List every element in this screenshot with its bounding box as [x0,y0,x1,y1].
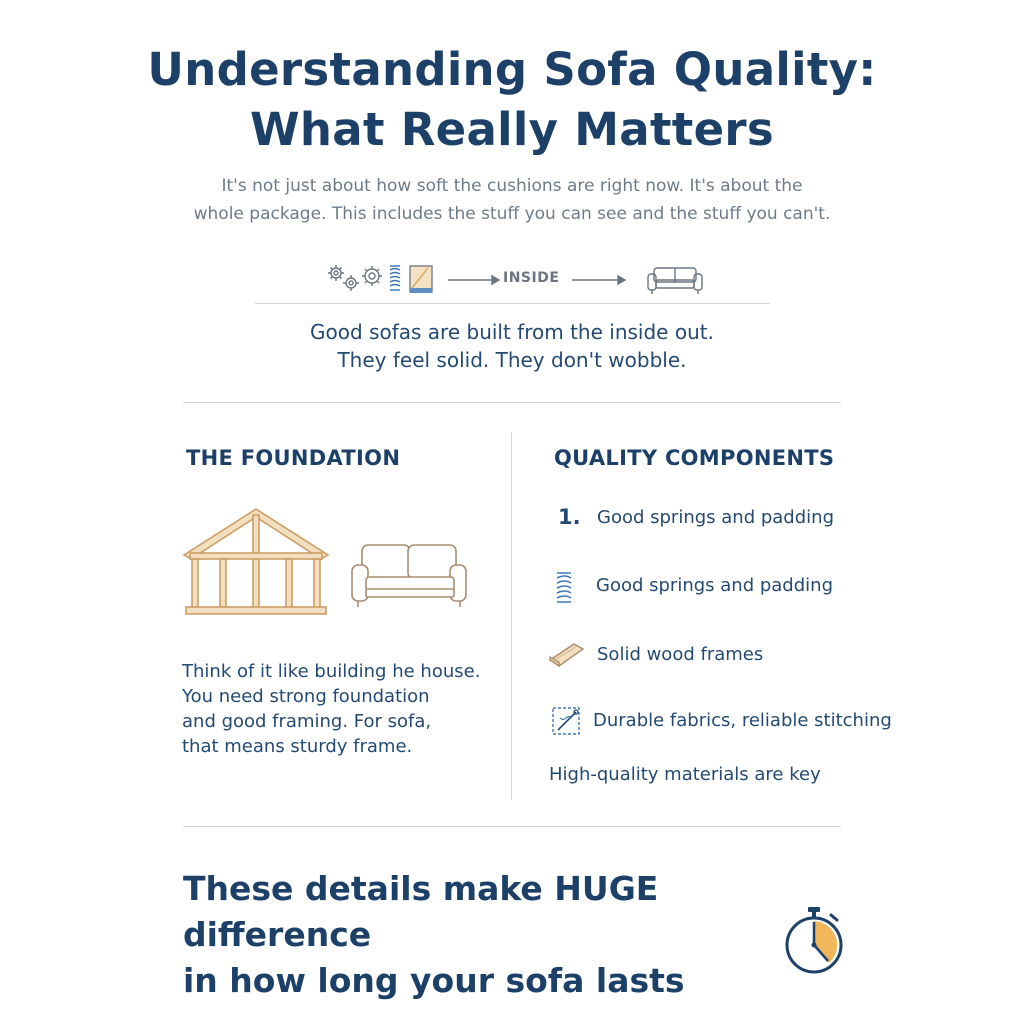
sofa-outline-icon [648,268,702,294]
tagline-line-2: They feel solid. They don't wobble. [337,348,687,372]
flow-divider [255,303,770,304]
fabric-swatch-icon [410,266,432,293]
intro-line-1: It's not just about how soft the cushions are right now. It's about the [221,176,803,196]
section-divider-bottom [183,826,841,827]
wood-plank-icon [548,640,586,670]
spring-icon [390,266,400,290]
stopwatch-icon [781,905,847,977]
stitching-icon [550,704,584,738]
closing-line-1: These details make HUGE difference [183,869,659,954]
foundation-heading: THE FOUNDATION [186,446,401,470]
gears-icon [328,265,382,291]
spring-icon [553,570,577,604]
closing-line-2: in how long your sofa lasts [183,961,685,1000]
components-footer: High-quality materials are key [549,764,821,785]
page-title [0,40,1024,160]
column-divider [511,432,512,800]
inside-label: INSIDE [503,270,560,286]
components-heading: QUALITY COMPONENTS [554,446,835,470]
component-label-2: Good springs and padding [596,575,833,596]
component-label-1: Good springs and padding [597,507,834,528]
title-line-1: Understanding Sofa Quality: [147,43,877,96]
intro-paragraph [150,172,874,228]
arrow-icon [448,276,499,284]
component-label-3: Solid wood frames [597,644,764,665]
closing-statement [183,866,823,1004]
section-divider-top [183,402,841,403]
tagline-line-1: Good sofas are built from the inside out. [310,320,714,344]
tagline [0,318,1024,374]
foundation-line-1: Think of it like building he house. [182,661,481,682]
foundation-line-2: You need strong foundation [182,686,430,707]
foundation-line-3: and good framing. For sofa, [182,711,432,732]
component-number-1: 1. [558,505,581,529]
title-line-2: What Really Matters [250,103,774,156]
foundation-illustration [180,505,480,620]
foundation-line-4: that means sturdy frame. [182,736,413,757]
intro-line-2: whole package. This includes the stuff you can see and the stuff you can't. [193,204,831,224]
house-frame-icon [184,509,328,614]
component-label-4: Durable fabrics, reliable stitching [593,710,892,731]
foundation-paragraph [182,659,502,759]
arrow-icon-2 [572,276,625,284]
sofa-icon [352,545,466,607]
